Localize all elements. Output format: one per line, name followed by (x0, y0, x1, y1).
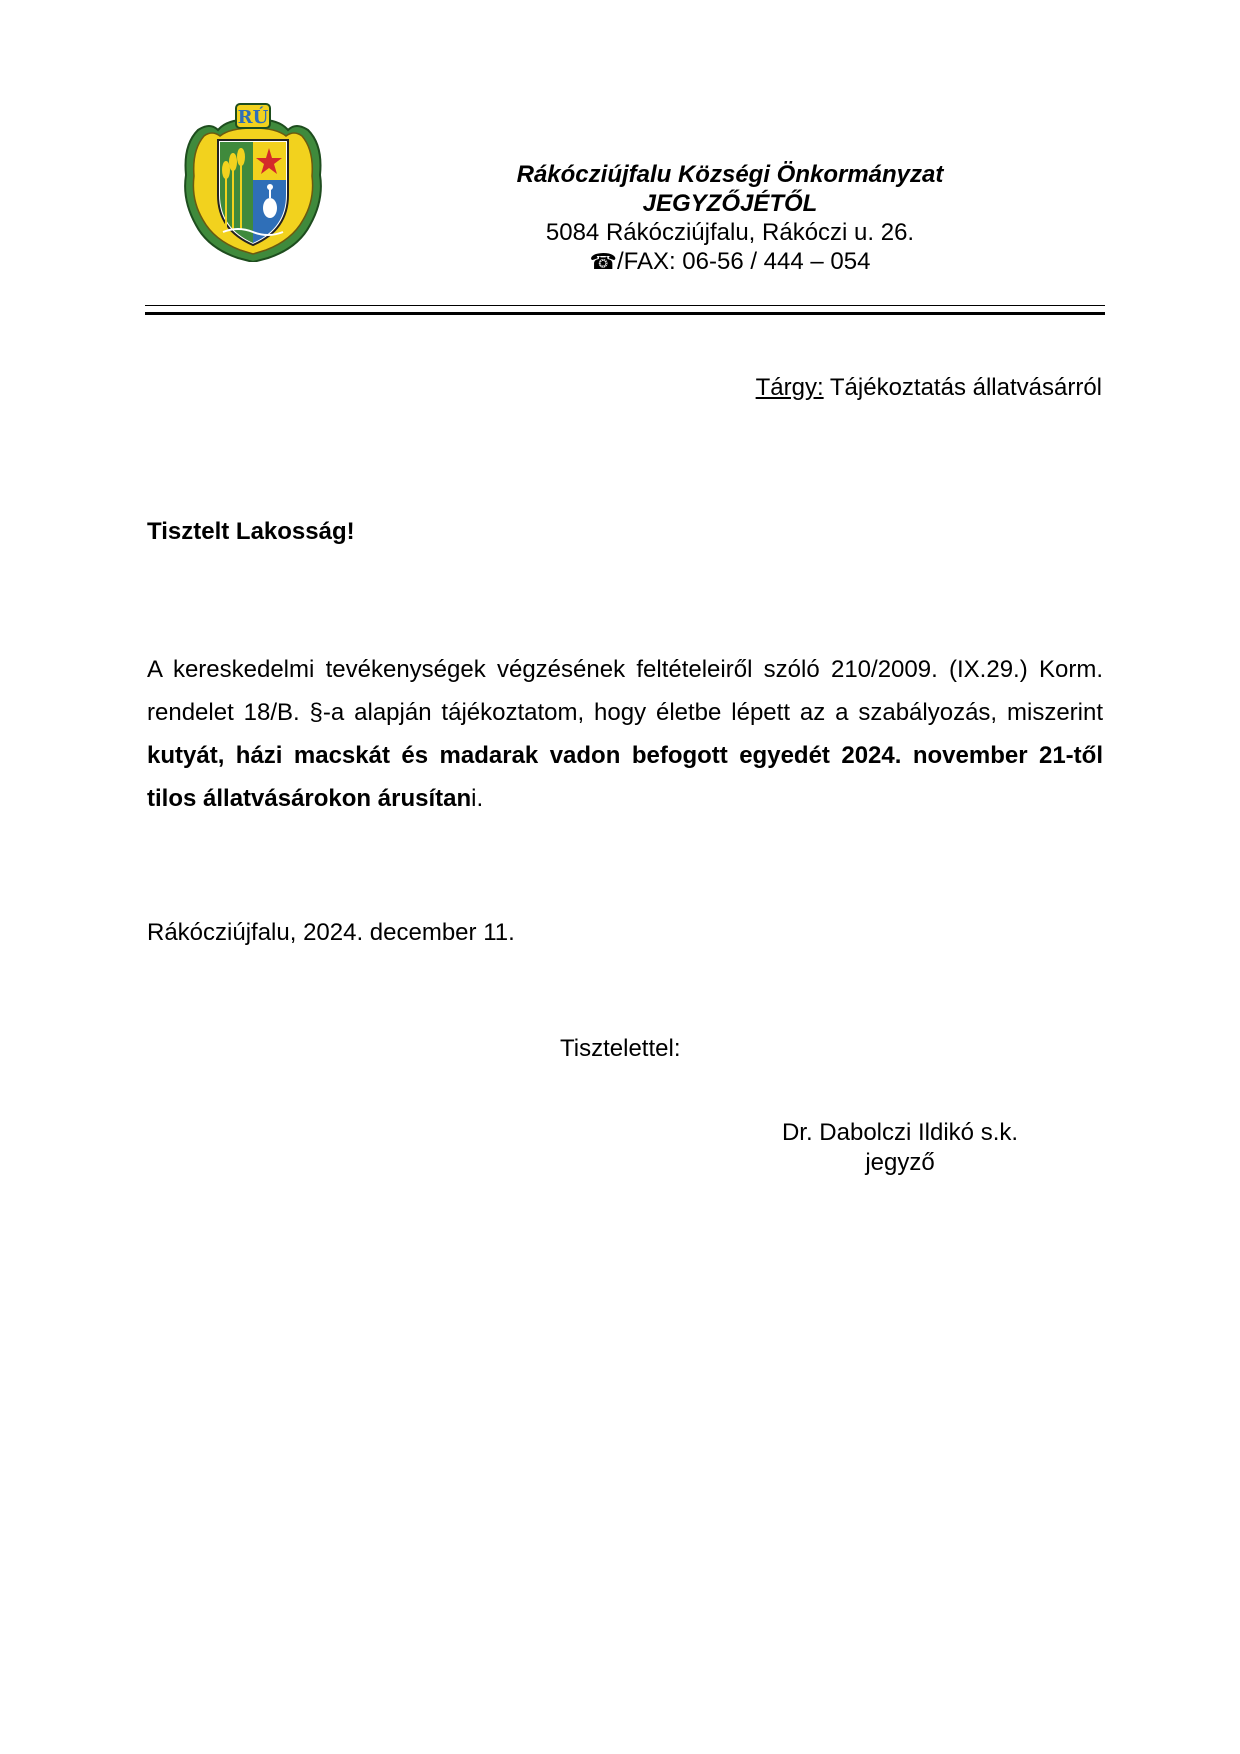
phone-fax-line (430, 247, 1030, 277)
signatory-name: Dr. Dabolczi Ildikó s.k. (781, 1119, 1019, 1146)
phone-fax-number: /FAX: 06-56 / 444 – 054 (616, 248, 871, 275)
subject-text: Tájékoztatás állatvásárról (823, 374, 1102, 401)
crest-monogram: RÚ (237, 107, 269, 128)
subject-line (756, 373, 1102, 403)
organization-name: Rákócziújfalu Községi Önkormányzat (516, 161, 944, 188)
greeting: Tisztelt Lakosság! (147, 518, 355, 545)
body-bold-notice: kutyát, házi macskát és madarak vadon befogott egyedét 2024. november 21-től tilos állatvásárokon árusítan (147, 742, 1103, 812)
department-name: JEGYZŐJÉTŐL (642, 190, 818, 217)
telephone-icon: ☎ (589, 250, 617, 275)
signature-block (750, 1118, 1050, 1178)
header-divider-thin (145, 305, 1105, 306)
header-divider-thick (145, 312, 1105, 315)
closing: Tisztelettel: (560, 1035, 681, 1062)
subject-label: Tárgy: (755, 374, 824, 401)
body-tail: i. (471, 785, 484, 812)
letterhead (430, 160, 1030, 277)
address: 5084 Rákócziújfalu, Rákóczi u. 26. (545, 219, 915, 246)
coat-of-arms-logo (178, 100, 328, 262)
date-line: Rákócziújfalu, 2024. december 11. (147, 919, 515, 946)
body-paragraph (147, 648, 1103, 820)
body-intro: A kereskedelmi tevékenységek végzésének feltételeiről szóló 210/2009. (IX.29.) Korm. rendelet 18/B. §-a alapján tájékoztatom, hogy életbe lépett az a szabályozás, miszerint (147, 656, 1103, 726)
signatory-title: jegyző (865, 1149, 935, 1176)
